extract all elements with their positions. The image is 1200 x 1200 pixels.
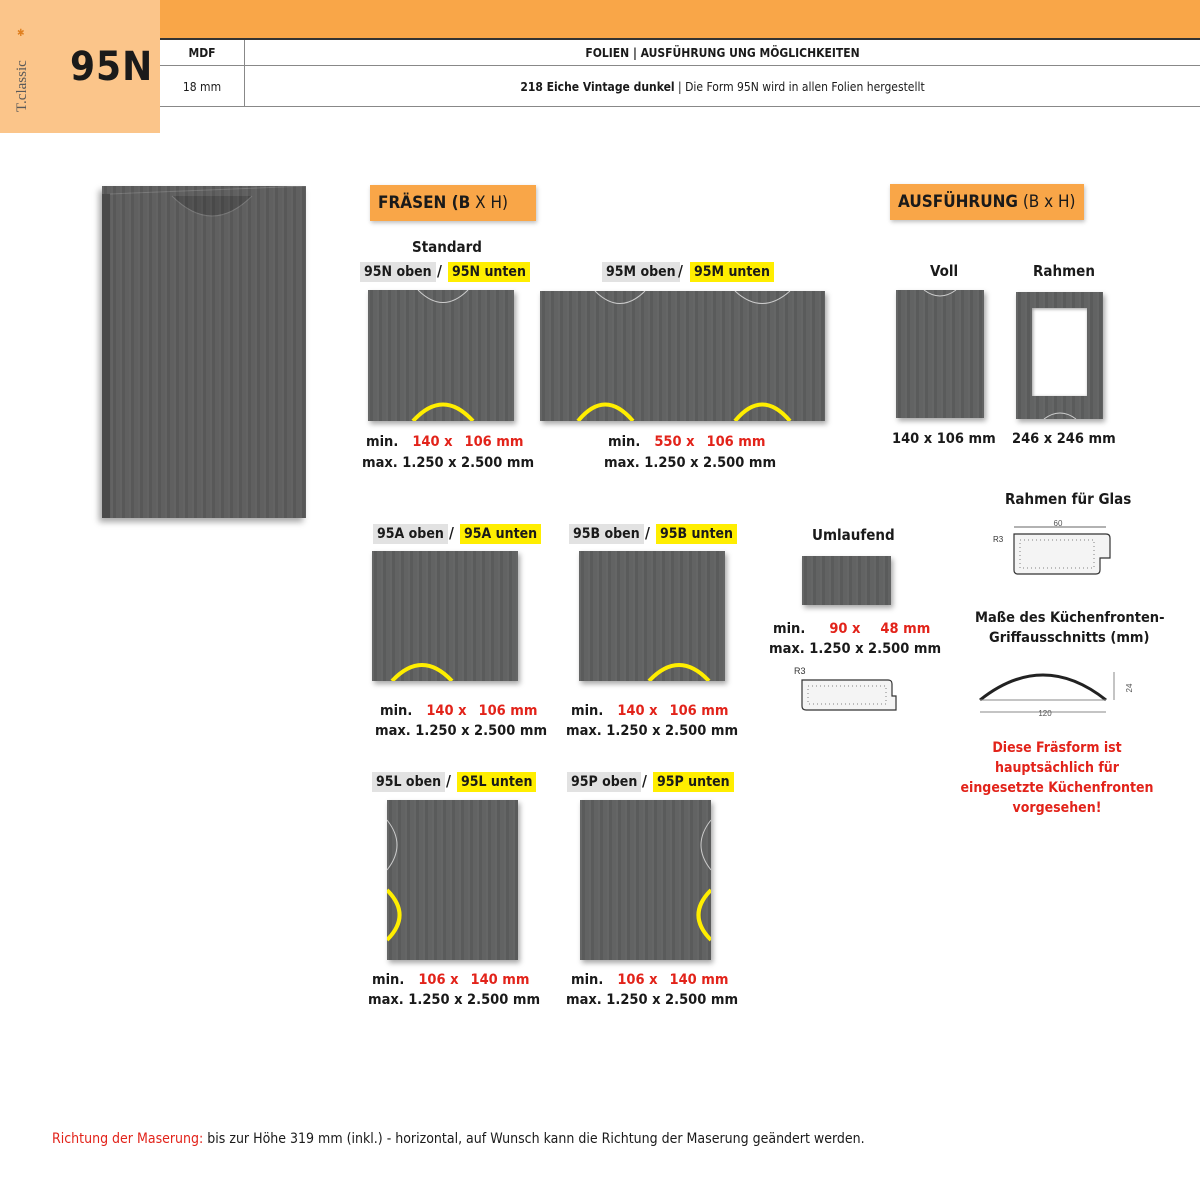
svg-text:60: 60 xyxy=(1053,519,1063,528)
grain-direction-note xyxy=(52,1131,865,1147)
tag-95b-top: 95B oben xyxy=(569,524,644,544)
tag-95l-bottom: 95L unten xyxy=(457,772,536,792)
tag-95l-top: 95L oben xyxy=(372,772,445,792)
brand-box xyxy=(0,0,160,133)
tag-95b-bottom: 95B unten xyxy=(656,524,737,544)
min-95a: min. 140 x 106 mm xyxy=(380,703,538,719)
voll-label: Voll xyxy=(930,262,959,280)
max-95l: max. 1.250 x 2.500 mm xyxy=(368,992,541,1008)
milling-head-bold: FRÄSEN (B xyxy=(378,193,471,213)
panel-95a xyxy=(372,551,518,681)
panel-95p xyxy=(580,800,711,960)
panel-95b xyxy=(579,551,725,681)
max-95m: max. 1.250 x 2.500 mm xyxy=(604,455,777,471)
min-95n: min. 140 x 106 mm xyxy=(366,434,524,450)
rahmen-dims: 246 x 246 mm xyxy=(1012,431,1116,447)
min-95b: min. 140 x 106 mm xyxy=(571,703,729,719)
max-95a: max. 1.250 x 2.500 mm xyxy=(375,723,548,739)
voll-dims: 140 x 106 mm xyxy=(892,431,996,447)
grain-direction-text: bis zur Höhe 319 mm (inkl.) - horizontal, auf Wunsch kann die Richtung der Maserung geändert werden. xyxy=(203,1131,865,1147)
min-95p: min. 106 x 140 mm xyxy=(571,972,729,988)
header-table xyxy=(160,40,1200,107)
tag-95n-bottom: 95N unten xyxy=(448,262,530,282)
header-table-head-row xyxy=(160,40,1200,66)
header-table-value-row xyxy=(160,66,1200,107)
panel-95m xyxy=(540,291,825,421)
tag-slash: / xyxy=(645,524,650,542)
panel-voll xyxy=(896,290,984,418)
tag-95p-top: 95P oben xyxy=(567,772,641,792)
logo-dots-icon: ✱ xyxy=(17,28,25,39)
door-preview-image xyxy=(102,186,306,518)
milling-head-light: X H) xyxy=(470,193,508,213)
tag-slash: / xyxy=(449,524,454,542)
svg-text:120: 120 xyxy=(1038,709,1052,718)
min-95m: min. 550 x 106 mm xyxy=(608,434,766,450)
max-95n: max. 1.250 x 2.500 mm xyxy=(362,455,535,471)
tag-95p-bottom: 95P unten xyxy=(653,772,734,792)
umlaufend-label: Umlaufend xyxy=(812,526,895,544)
cutout-shape-drawing xyxy=(970,662,1150,722)
tag-slash: / xyxy=(678,262,683,280)
brand-logo xyxy=(14,16,44,116)
tag-95a-bottom: 95A unten xyxy=(460,524,541,544)
col-material-head: MDF xyxy=(160,40,245,65)
col-foils-head: FOLIEN | AUSFÜHRUNG UNG MÖGLICHKEITEN xyxy=(585,45,860,60)
brand-name: T.classic xyxy=(14,60,30,112)
umlaufend-profile-drawing xyxy=(792,662,902,717)
cutout-label-line2: Griffausschnitts (mm) xyxy=(989,630,1150,646)
panel-rahmen xyxy=(1016,292,1103,419)
tag-95m-bottom: 95M unten xyxy=(690,262,774,282)
min-umlaufend: min. 90 x 48 mm xyxy=(773,621,931,637)
tag-slash: / xyxy=(642,772,647,790)
min-95l: min. 106 x 140 mm xyxy=(372,972,530,988)
max-95b: max. 1.250 x 2.500 mm xyxy=(566,723,739,739)
max-umlaufend: max. 1.250 x 2.500 mm xyxy=(769,641,942,657)
product-code: 95N xyxy=(70,44,154,90)
foil-name: 218 Eiche Vintage dunkel xyxy=(520,79,675,94)
rahmen-label: Rahmen xyxy=(1033,262,1095,280)
section-head-milling xyxy=(370,185,536,221)
svg-text:R3: R3 xyxy=(993,535,1004,544)
panel-95n xyxy=(368,290,514,421)
tag-95m-top: 95M oben xyxy=(602,262,680,282)
glass-frame-profile-drawing xyxy=(990,518,1125,580)
svg-text:24: 24 xyxy=(1125,683,1134,693)
foil-note: | Die Form 95N wird in allen Folien hergestellt xyxy=(674,79,925,94)
panel-95l xyxy=(387,800,518,960)
section-head-execution xyxy=(890,184,1084,220)
tag-slash: / xyxy=(437,262,442,280)
standard-label: Standard xyxy=(412,238,482,256)
tag-slash: / xyxy=(446,772,451,790)
col-material-value: 18 mm xyxy=(160,66,245,107)
panel-umlaufend xyxy=(802,556,891,605)
grain-direction-label: Richtung der Maserung: xyxy=(52,1131,204,1147)
header-band xyxy=(160,0,1200,40)
svg-text:R3: R3 xyxy=(794,666,806,676)
max-95p: max. 1.250 x 2.500 mm xyxy=(566,992,739,1008)
cutout-label-line1: Maße des Küchenfronten- xyxy=(975,610,1165,626)
col-foils-value xyxy=(245,66,1200,107)
execution-head-light: (B x H) xyxy=(1017,192,1076,212)
execution-head-bold: AUSFÜHRUNG xyxy=(898,192,1018,212)
glas-label: Rahmen für Glas xyxy=(1005,490,1132,508)
tag-95a-top: 95A oben xyxy=(373,524,448,544)
tag-95n-top: 95N oben xyxy=(360,262,436,282)
milling-note: Diese Fräsform ist hauptsächlich für eingesetzte Küchenfronten vorgesehen! xyxy=(960,740,1154,816)
